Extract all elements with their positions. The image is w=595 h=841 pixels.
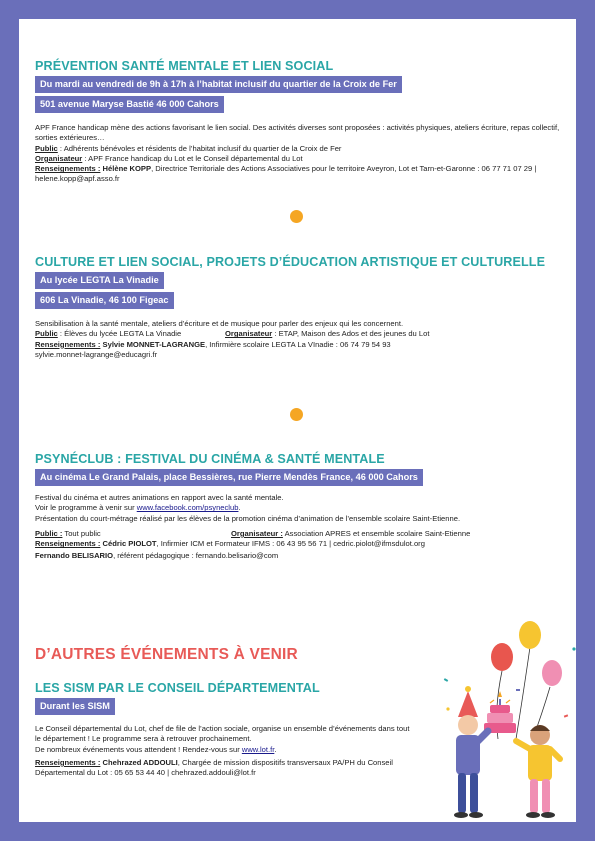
contact-line-2: Fernando BELISARIO, référent pédagogique : fernando.belisario@com: [35, 551, 279, 561]
contact-line: Renseignements : Cédric PIOLOT, Infirmier ICM et Formateur IFMS : 06 43 95 56 71 | cedric.piolot@ifmsdulot.org: [35, 539, 425, 549]
section-psyneclub: [35, 452, 565, 562]
description-2: Présentation du court-métrage réalisé par les élèves de la promotion cinéma d’animation de l’ensemble scolaire Saint-Etienne.: [35, 513, 461, 523]
contact-line: Renseignements : Chehrazed ADDOULI, Chargée de mission dispositifs transversaux PA/PH du Conseil Départemental du Lot : 05 65 53 44 40 | chehrazed.addouli@lot.fr: [35, 757, 393, 778]
party-hat-icon: [458, 691, 478, 717]
public-line: Public : Tout public: [35, 528, 101, 538]
public-line: Public : Adhérents bénévoles et résidents de l’habitat inclusif du quartier de la Croix de Fer: [35, 143, 342, 153]
address-tag: 606 La Vinadie, 46 100 Figeac: [35, 292, 174, 309]
section-body: [35, 123, 565, 185]
contact-line: Renseignements : Sylvie MONNET-LAGRANGE, Infirmière scolaire LEGTA La VInadie : 06 74 79 54 93: [35, 339, 391, 349]
section-culture: [35, 255, 565, 360]
celebration-illustration: [424, 619, 589, 829]
section-title: PSYNÉCLUB : FESTIVAL DU CINÉMA & SANTÉ MENTALE: [35, 452, 385, 466]
public-organizer-row: [35, 329, 565, 339]
place-tag: Au lycée LEGTA La Vinadie: [35, 272, 164, 289]
public-line: Public : Élèves du lycée LEGTA La Vinadie: [35, 329, 182, 339]
program-line: Voir le programme à venir sur www.facebook.com/psyneclub.: [35, 503, 241, 513]
upcoming-events-title: D’AUTRES ÉVÉNEMENTS À VENIR: [35, 646, 298, 663]
description: Festival du cinéma et autres animations en rapport avec la santé mentale.: [35, 493, 284, 502]
description: APF France handicap mène des actions favorisant le lien social. Des activités diverses sont proposées : activités physiques, ateliers écriture, repas collectif, sorties extérieures…: [35, 123, 560, 143]
section-sism: [35, 681, 410, 778]
description: Le Conseil départemental du Lot, chef de file de l’action sociale, organise un ensemble d’événements dans tout le département ! Le programme sera à retrouver prochainement.: [35, 724, 410, 744]
red-balloon-icon: [491, 643, 513, 671]
place-tag: Au cinéma Le Grand Palais, place Bessières, rue Pierre Mendès France, 46 000 Cahors: [35, 469, 423, 486]
pink-balloon-icon: [542, 660, 562, 686]
section-body: [35, 493, 565, 562]
lot-link[interactable]: www.lot.fr: [241, 744, 275, 754]
date-tag: Du mardi au vendredi de 9h à 17h à l’habitat inclusif du quartier de la Croix de Fer: [35, 76, 402, 93]
period-tag: Durant les SISM: [35, 698, 115, 715]
organizer-line: Organisateur : Association APRES et ensemble scolaire Saint-Etienne: [231, 528, 471, 538]
organizer-line: Organisateur : ETAP, Maison des Ados et des jeunes du Lot: [225, 329, 430, 339]
facebook-link[interactable]: www.facebook.com/psyneclub: [136, 503, 239, 513]
organizer-line: Organisateur : APF France handicap du Lot et le Conseil départemental du Lot: [35, 153, 303, 163]
contact-line: Renseignements : Hélène KOPP, Directrice Territoriale des Actions Associatives pour le territoire Aveyron, Lot et Tarn-et-Garonne : 06 77 71 07 29 | helene.kopp@apf.asso.fr: [35, 164, 537, 184]
section-prevention: [35, 59, 565, 185]
separator-dot: [290, 408, 303, 421]
description: Sensibilisation à la santé mentale, ateliers d’écriture et de musique pour parler des enjeux qui les concernent.: [35, 319, 404, 328]
section-body: [35, 724, 410, 778]
yellow-balloon-icon: [519, 621, 541, 649]
more-line: De nombreux événements vous attendent ! Rendez-vous sur www.lot.fr.: [35, 744, 277, 754]
section-title: PRÉVENTION SANTÉ MENTALE ET LIEN SOCIAL: [35, 59, 334, 73]
section-body: [35, 319, 565, 360]
public-organizer-row: [35, 529, 565, 539]
separator-dot: [290, 210, 303, 223]
section-title: CULTURE ET LIEN SOCIAL, PROJETS D’ÉDUCATION ARTISTIQUE ET CULTURELLE: [35, 255, 546, 269]
page: [19, 19, 576, 822]
address-tag: 501 avenue Maryse Bastié 46 000 Cahors: [35, 96, 224, 113]
section-title: LES SISM PAR LE CONSEIL DÉPARTEMENTAL: [35, 681, 320, 695]
contact-email: sylvie.monnet-lagrange@educagri.fr: [35, 349, 158, 359]
